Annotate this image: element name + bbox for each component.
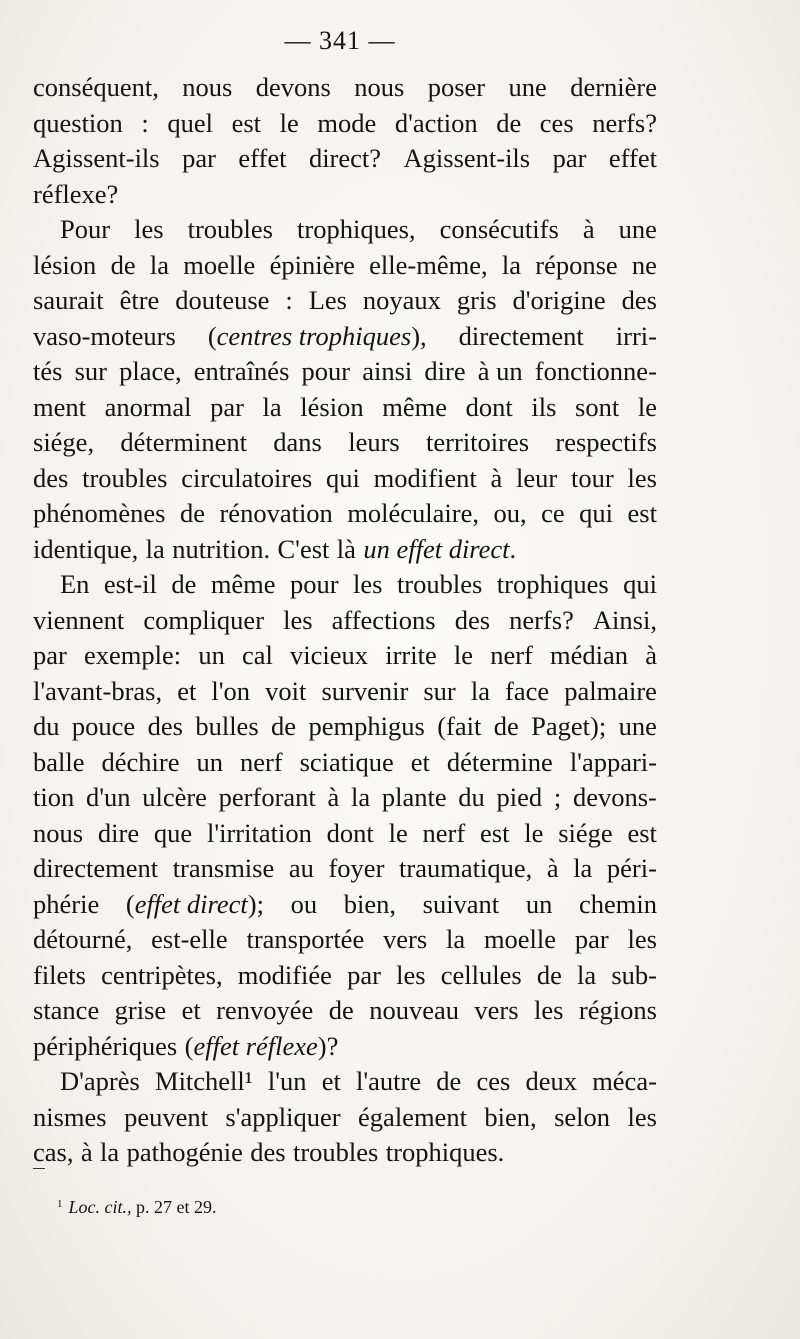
word: à un xyxy=(477,356,523,386)
word: ment xyxy=(33,391,86,422)
word: l'irritation xyxy=(206,817,312,848)
word: d'un xyxy=(85,782,131,812)
word: et xyxy=(410,746,430,777)
word: des xyxy=(33,462,69,493)
word: bien, xyxy=(484,1101,537,1132)
word: dans xyxy=(273,427,322,457)
word: nismes xyxy=(33,1101,107,1132)
text-line xyxy=(33,816,657,852)
word: lésion xyxy=(33,249,97,280)
text-line xyxy=(33,851,657,887)
word: conséquent, xyxy=(33,72,159,102)
word: régions xyxy=(578,995,657,1025)
word: effet xyxy=(238,143,287,173)
word: (effet direct); xyxy=(125,888,264,919)
word: est xyxy=(480,817,510,848)
word: rénovation xyxy=(219,498,333,528)
word: effet xyxy=(608,143,657,173)
word: la xyxy=(350,782,371,812)
word: nous xyxy=(182,72,233,102)
word: par xyxy=(182,143,216,173)
text-line xyxy=(33,1135,657,1171)
word: même xyxy=(210,569,276,599)
word: trophiques. xyxy=(385,1137,505,1167)
word: déterminent xyxy=(120,427,247,457)
word: réponse xyxy=(535,249,618,280)
word: la xyxy=(501,249,521,280)
word: devons xyxy=(255,72,331,102)
word: l'avant-bras, xyxy=(33,675,163,706)
word: ce xyxy=(541,498,565,528)
word: les xyxy=(627,462,657,493)
word: dont xyxy=(326,817,374,848)
word: filets xyxy=(33,959,86,990)
body-text xyxy=(33,70,657,1171)
word: troubles xyxy=(396,569,483,599)
word: et xyxy=(177,675,197,706)
word: phérie xyxy=(33,888,100,919)
word: d'action xyxy=(394,107,478,138)
word: perforant xyxy=(218,782,316,812)
word: deux xyxy=(525,1066,578,1096)
word: à xyxy=(327,782,340,812)
word: des xyxy=(250,1137,286,1167)
word: bien, xyxy=(343,888,396,919)
text-line xyxy=(33,354,657,390)
word: territoires xyxy=(426,427,530,457)
text-line xyxy=(33,1100,657,1136)
word: méca- xyxy=(592,1066,657,1096)
word: leurs xyxy=(348,427,400,457)
word: à xyxy=(80,1137,93,1167)
word: (centres trophiques), xyxy=(207,320,427,351)
text-line xyxy=(33,425,657,461)
word: nous xyxy=(33,817,84,848)
word: les xyxy=(627,1101,657,1132)
text-line xyxy=(33,106,657,142)
word: D'après xyxy=(60,1066,140,1096)
word: nerf xyxy=(422,817,466,848)
word: Agissent-ils xyxy=(403,143,531,173)
word: circulatoires xyxy=(181,462,313,493)
word: péri- xyxy=(606,853,657,883)
word: est-elle xyxy=(151,924,228,954)
word: l'autre xyxy=(356,1066,422,1096)
word: cal xyxy=(241,640,273,670)
word: la xyxy=(100,1137,120,1167)
word: Ainsi, xyxy=(592,604,657,635)
text-line xyxy=(33,958,657,994)
word: leur xyxy=(516,462,558,493)
word: la xyxy=(149,249,169,280)
word: par xyxy=(33,640,67,670)
word: de xyxy=(171,569,197,599)
word: est xyxy=(627,817,657,848)
word: nerf xyxy=(490,640,533,670)
word: ainsi xyxy=(362,356,413,386)
word: viennent xyxy=(33,604,125,635)
word: s'appliquer xyxy=(225,1101,341,1132)
word: stance xyxy=(33,995,100,1025)
word: par xyxy=(347,959,381,990)
text-line xyxy=(33,248,657,284)
word: dire xyxy=(424,356,466,386)
word: Pour xyxy=(60,214,111,244)
word: un xyxy=(198,640,225,670)
word: du xyxy=(33,711,60,741)
word: à xyxy=(645,640,657,670)
word: palmaire xyxy=(564,675,657,706)
word: de xyxy=(536,959,562,990)
word: irrite xyxy=(385,640,437,670)
word: une xyxy=(508,72,547,102)
word: moelle xyxy=(483,924,557,954)
word: nouveau xyxy=(369,995,459,1025)
word: par xyxy=(574,924,609,954)
word: troubles xyxy=(292,1137,379,1167)
word: l'appari- xyxy=(569,746,657,777)
text-line xyxy=(33,141,657,177)
word: ulcère xyxy=(142,782,207,812)
word: ne xyxy=(631,249,657,280)
word: Paget); xyxy=(531,711,607,741)
text-line xyxy=(33,603,657,639)
word: nous xyxy=(354,72,405,102)
footnote-mark: 1 xyxy=(57,1198,63,1210)
word: En xyxy=(60,569,90,599)
word: réflexe? xyxy=(33,178,119,209)
word: nerf xyxy=(239,746,283,777)
text-line xyxy=(33,212,657,248)
text-line xyxy=(33,709,657,745)
footnote-pages: p. 27 et 29. xyxy=(136,1197,217,1217)
word: la xyxy=(470,675,490,706)
word: la xyxy=(262,391,282,422)
word: les xyxy=(534,995,564,1025)
text-line xyxy=(33,532,657,568)
text-line xyxy=(33,283,657,319)
word: affections xyxy=(331,604,436,635)
word: d'origine xyxy=(512,285,606,315)
word: noyaux xyxy=(362,285,441,315)
word: même xyxy=(382,391,447,422)
word: qui xyxy=(326,462,360,493)
word: être xyxy=(119,285,160,315)
text-line xyxy=(33,496,657,532)
word: irri- xyxy=(615,320,657,351)
word: périphériques xyxy=(33,1030,178,1061)
footnote xyxy=(57,1192,217,1219)
word: des xyxy=(454,604,491,635)
word: là xyxy=(336,533,356,564)
word: les xyxy=(627,924,657,954)
word: cellules xyxy=(440,959,522,990)
word: saurait xyxy=(33,285,104,315)
word: voit xyxy=(265,675,307,706)
word: question xyxy=(33,107,123,138)
word: la xyxy=(145,533,165,564)
word: vaso-moteurs xyxy=(33,320,176,351)
word: vicieux xyxy=(290,640,369,670)
word: les xyxy=(353,569,383,599)
word: sont xyxy=(575,391,620,422)
word: par xyxy=(210,391,244,422)
word: cas, xyxy=(33,1137,74,1167)
word: directement xyxy=(33,853,159,883)
word: moléculaire, xyxy=(347,498,480,528)
word: pathogénie xyxy=(126,1137,243,1167)
word: la xyxy=(573,853,593,883)
word: : xyxy=(285,285,293,315)
word: dont xyxy=(465,391,513,422)
text-line xyxy=(33,887,657,923)
word: qui xyxy=(579,498,614,528)
word: les xyxy=(134,214,164,244)
word: phénomènes xyxy=(33,498,166,528)
word: Les xyxy=(308,285,347,315)
word: : xyxy=(141,107,149,138)
word: est xyxy=(231,107,262,138)
word: consécutifs xyxy=(439,214,559,244)
text-line xyxy=(33,70,657,106)
word: l'un xyxy=(267,1066,307,1096)
text-line xyxy=(33,390,657,426)
word: de xyxy=(110,249,136,280)
word: fonctionne- xyxy=(534,356,657,386)
word: exemple: xyxy=(84,640,182,670)
word: tour xyxy=(571,462,614,493)
word: un xyxy=(525,888,553,919)
word: pied xyxy=(496,782,543,812)
text-line xyxy=(33,1029,657,1065)
word: plante xyxy=(381,782,447,812)
word: une xyxy=(618,214,657,244)
word: ces xyxy=(539,107,574,138)
page-number: — 341 — xyxy=(284,26,396,55)
word: déchire xyxy=(101,746,180,777)
word: peuvent xyxy=(124,1101,208,1132)
word: gris xyxy=(456,285,497,315)
word: le xyxy=(279,107,299,138)
word: sur xyxy=(74,356,107,386)
text-line xyxy=(33,674,657,710)
word: siége xyxy=(558,817,613,848)
word: devons- xyxy=(572,782,657,812)
word: modifient xyxy=(373,462,477,493)
word: tion xyxy=(33,782,75,812)
word: direct? xyxy=(308,143,382,173)
word: à xyxy=(546,853,559,883)
word: modifiée xyxy=(237,959,332,990)
word: épinière xyxy=(269,249,355,280)
text-line xyxy=(33,922,657,958)
word: ; xyxy=(553,782,562,812)
word: identique, xyxy=(33,533,139,564)
word: de xyxy=(179,498,205,528)
word: face xyxy=(505,675,550,706)
word: pour xyxy=(290,569,339,599)
word: est-il xyxy=(103,569,157,599)
word: tés xyxy=(33,356,63,386)
word: détourné, xyxy=(33,924,133,954)
word: elle-même, xyxy=(369,249,488,280)
word: le xyxy=(388,817,408,848)
word: ou xyxy=(290,888,318,919)
text-line xyxy=(33,638,657,674)
word: une xyxy=(618,711,657,741)
word: au xyxy=(288,853,314,883)
word: chemin xyxy=(578,888,657,919)
word: traumatique, xyxy=(399,853,533,883)
word: suivant xyxy=(422,888,500,919)
text-line xyxy=(33,461,657,497)
word: de xyxy=(493,711,519,741)
text-line xyxy=(33,780,657,816)
word: le xyxy=(637,391,657,422)
word: pouce xyxy=(71,711,136,741)
word: C'est xyxy=(277,533,330,564)
word: Mitchell¹ xyxy=(155,1066,253,1096)
word: poser xyxy=(427,72,486,102)
word: pour xyxy=(301,356,351,386)
word: des xyxy=(621,285,657,315)
word: un effet direct. xyxy=(363,533,517,564)
word: et xyxy=(181,995,201,1025)
word: Agissent-ils xyxy=(33,143,160,173)
word: ou, xyxy=(493,498,527,528)
word: transmise xyxy=(172,853,275,883)
word: siége, xyxy=(33,427,95,457)
word: sciatique xyxy=(299,746,394,777)
word: mode xyxy=(317,107,377,138)
word: la xyxy=(446,924,466,954)
word: anormal xyxy=(104,391,192,422)
word: que xyxy=(153,817,193,848)
word: détermine xyxy=(446,746,553,777)
text-line xyxy=(33,567,657,603)
word: balle xyxy=(33,746,85,777)
word: troubles xyxy=(82,462,168,493)
word: les xyxy=(283,604,313,635)
word: est xyxy=(627,498,657,528)
text-line xyxy=(33,1064,657,1100)
word: ces xyxy=(476,1066,511,1096)
word: les xyxy=(396,959,426,990)
word: (effet réflexe)? xyxy=(184,1030,339,1061)
word: compliquer xyxy=(143,604,265,635)
word: la xyxy=(577,959,597,990)
word: de xyxy=(271,711,297,741)
word: un xyxy=(196,746,223,777)
word: nerfs? xyxy=(592,107,657,138)
word: pemphigus xyxy=(308,711,425,741)
word: renvoyée xyxy=(216,995,314,1025)
footnote-rule xyxy=(33,1168,45,1169)
word: (fait xyxy=(437,711,482,741)
word: respectifs xyxy=(555,427,657,457)
word: foyer xyxy=(328,853,385,883)
word: quel xyxy=(167,107,213,138)
word: troubles xyxy=(187,214,273,244)
word: selon xyxy=(554,1101,611,1132)
word: vers xyxy=(383,924,428,954)
word: transportée xyxy=(246,924,365,954)
word: des xyxy=(147,711,183,741)
word: de xyxy=(496,107,522,138)
word: centripètes, xyxy=(101,959,223,990)
word: place, xyxy=(119,356,182,386)
text-line xyxy=(33,177,657,213)
word: entraînés xyxy=(193,356,290,386)
word: dernière xyxy=(570,72,657,102)
word: par xyxy=(552,143,587,173)
text-line xyxy=(33,319,657,355)
word: vers xyxy=(474,995,519,1025)
word: dire xyxy=(97,817,140,848)
word: et xyxy=(321,1066,341,1096)
word: nutrition. xyxy=(172,533,271,564)
word: survenir xyxy=(321,675,409,706)
word: moelle xyxy=(183,249,256,280)
word: du xyxy=(458,782,485,812)
word: également xyxy=(358,1101,467,1132)
word: de xyxy=(328,995,354,1025)
word: directement xyxy=(458,320,584,351)
word: ils xyxy=(531,391,557,422)
word: le xyxy=(524,817,544,848)
word: de xyxy=(436,1066,462,1096)
word: douteuse xyxy=(175,285,270,315)
text-line xyxy=(33,993,657,1029)
word: le xyxy=(453,640,474,670)
word: trophiques xyxy=(496,569,609,599)
word: sur xyxy=(423,675,456,706)
text-line xyxy=(33,745,657,781)
word: sub- xyxy=(611,959,657,990)
footnote-citation: Loc. cit., xyxy=(68,1197,132,1217)
word: lésion xyxy=(300,391,364,422)
word: médian xyxy=(550,640,629,670)
word: trophiques, xyxy=(297,214,416,244)
word: bulles xyxy=(195,711,259,741)
word: l'on xyxy=(211,675,251,706)
word: qui xyxy=(623,569,657,599)
word: à xyxy=(490,462,503,493)
word: à xyxy=(582,214,595,244)
word: grise xyxy=(114,995,167,1025)
word: nerfs? xyxy=(509,604,574,635)
